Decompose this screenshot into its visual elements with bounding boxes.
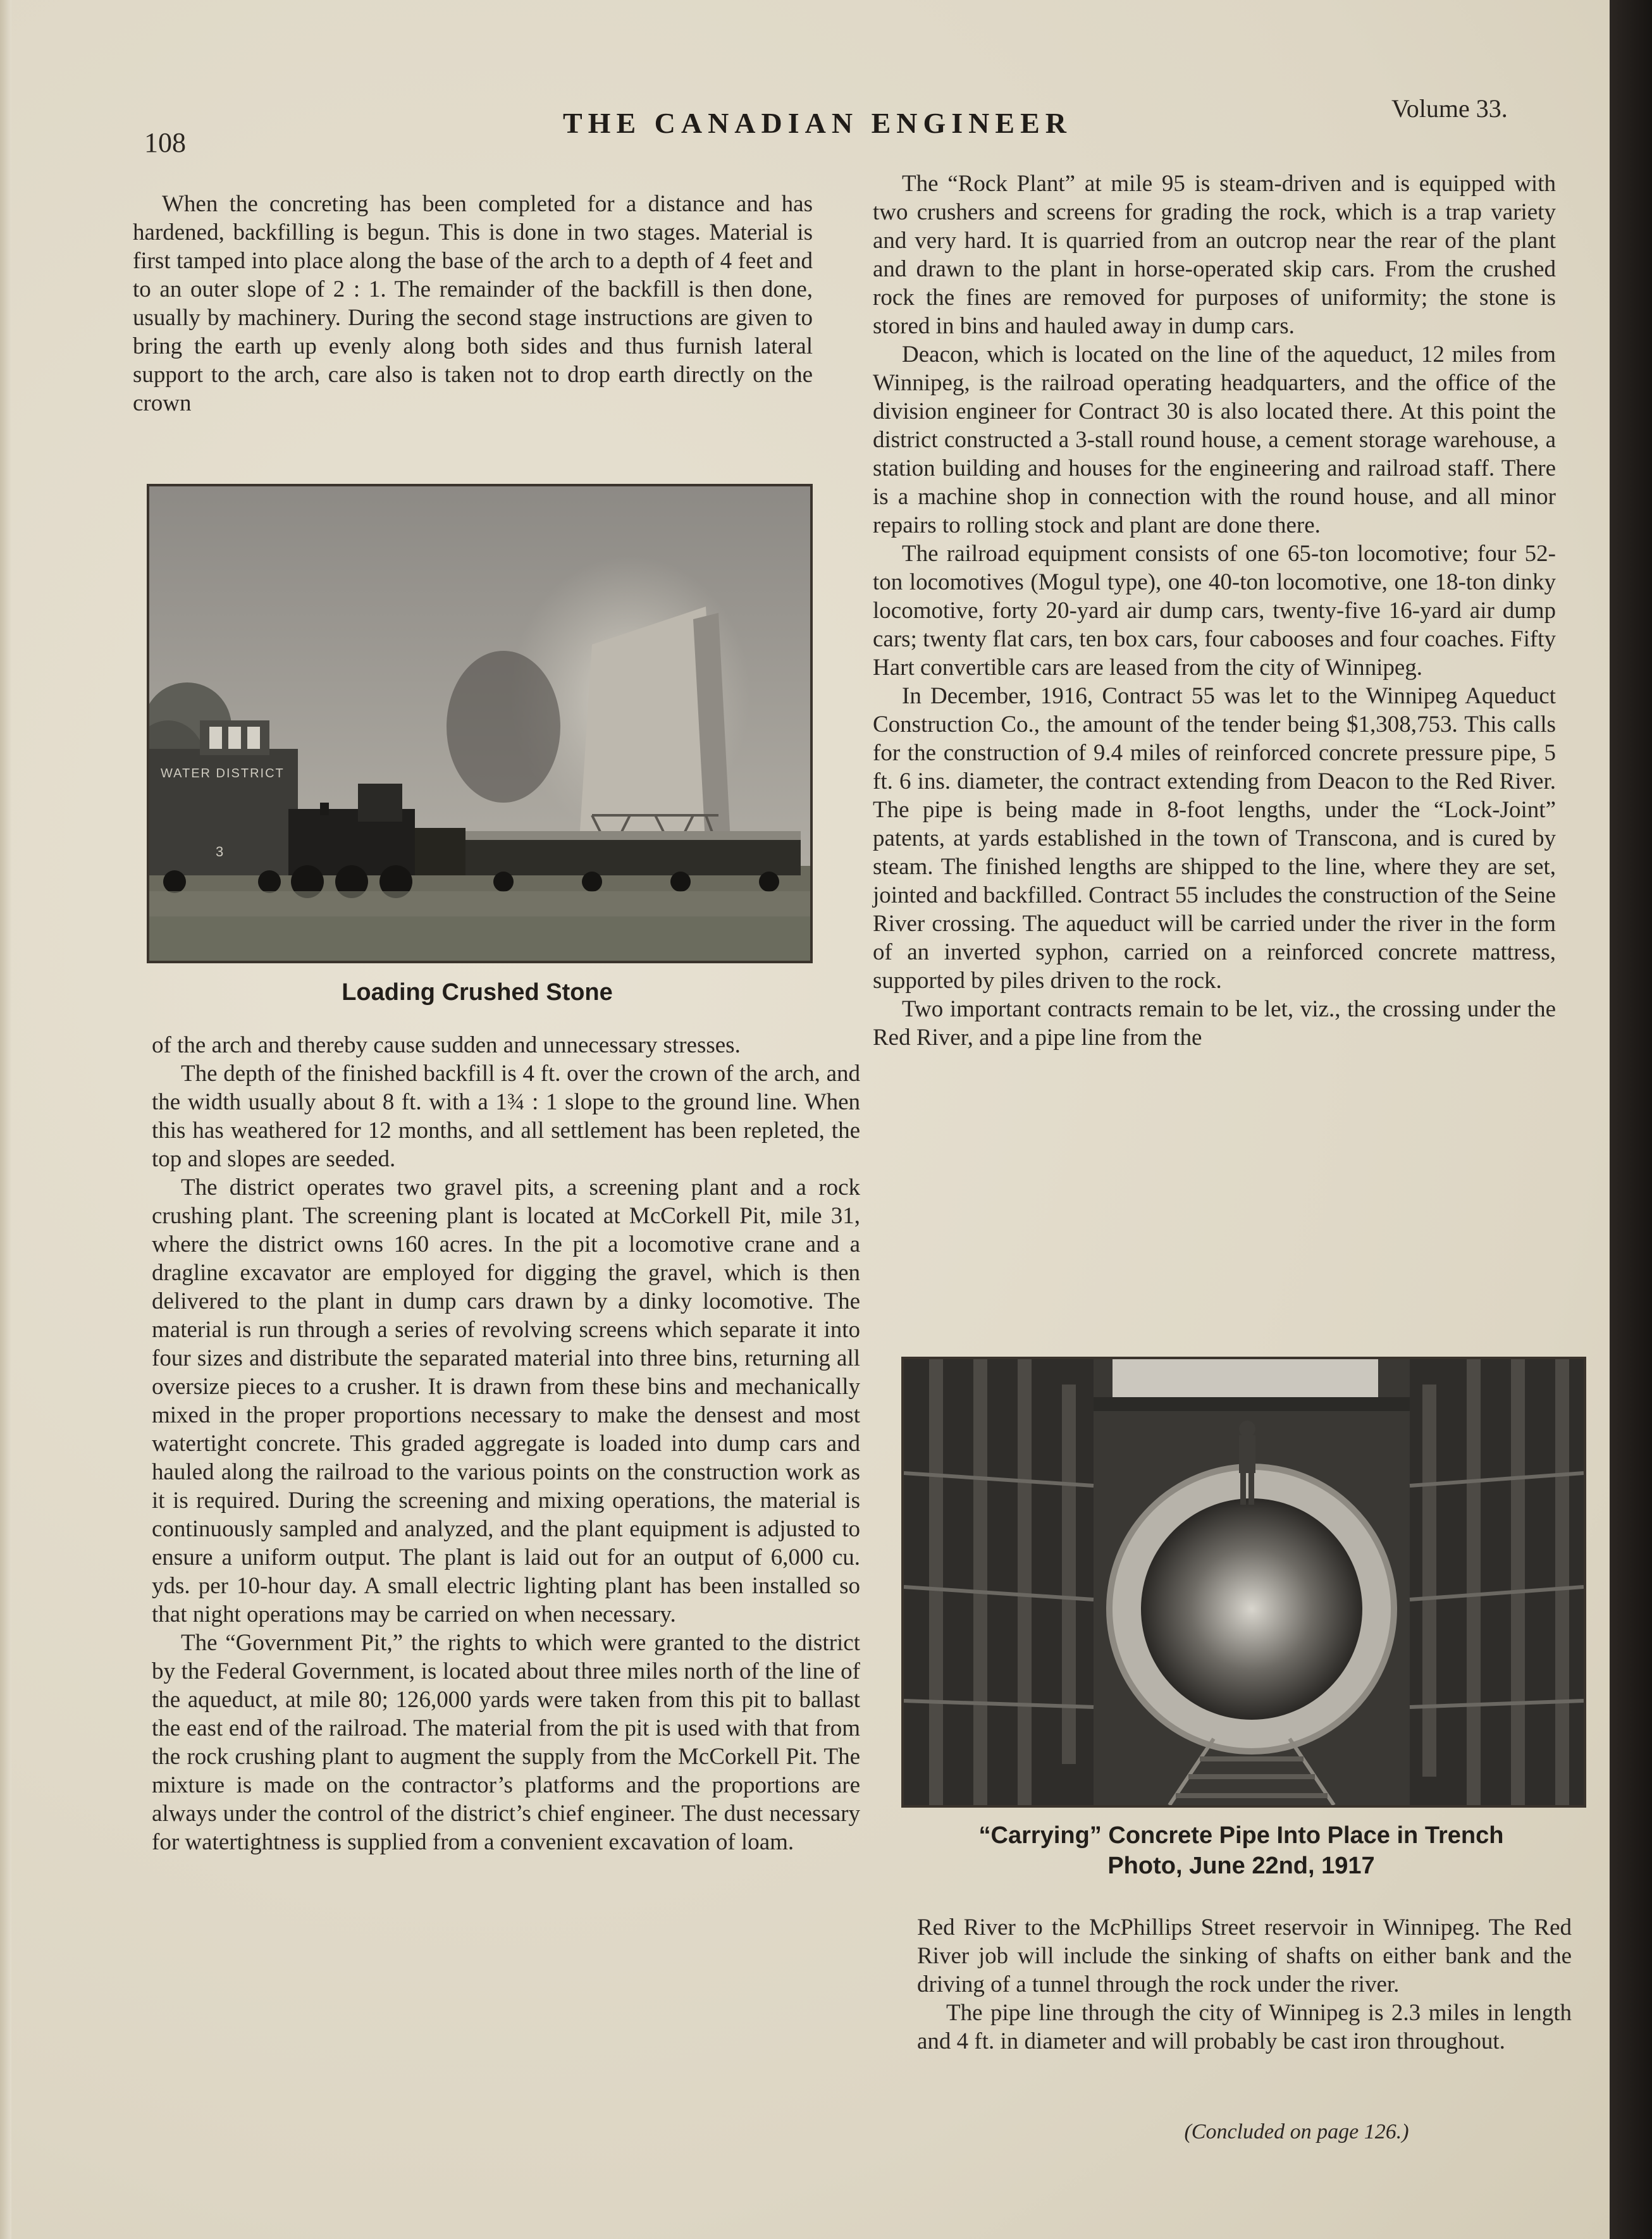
photo-concrete-pipe-trench: [901, 1357, 1586, 1808]
page-number: 108: [144, 127, 186, 158]
volume-label: Volume 33.: [1391, 94, 1508, 123]
paragraph: of the arch and thereby cause sudden and unnecessary stresses.: [152, 1032, 741, 1058]
caboose-lettering: WATER DISTRICT: [161, 767, 285, 780]
right-column-top: [873, 170, 1556, 1052]
figure-caption-date: Photo, June 22nd, 1917: [1107, 1853, 1375, 1879]
book-binding: [1610, 0, 1652, 2239]
left-column-bottom: [152, 1031, 860, 1856]
paragraph: Two important contracts remain to be let, viz., the crossing under the Red River, and a pipe line from the: [873, 996, 1556, 1051]
right-column-bottom: [917, 1913, 1572, 2056]
figure-caption: [901, 1820, 1581, 1881]
paragraph: The depth of the finished backfill is 4 ft. over the crown of the arch, and the width usually about 8 ft. with a 1¾ : 1 slope to the ground line. When this has weathered for 12 months, and all settlement has been repleted, the top and slopes are seeded.: [152, 1061, 860, 1172]
crushed-stone-photo-illustration: [149, 486, 810, 961]
photo-loading-crushed-stone: [147, 484, 813, 963]
figure-caption-line: “Carrying” Concrete Pipe Into Place in Trench: [978, 1822, 1504, 1849]
paragraph: Deacon, which is located on the line of the aqueduct, 12 miles from Winnipeg, is the railroad operating headquarters, and the office of the division engineer for Contract 30 is also located there. At this point the district constructed a 3-stall round house, a cement storage warehouse, a station building and houses for the engineering and railroad staff. There is a machine shop in connection with the round house, and all minor repairs to rolling stock and plant are done there.: [873, 342, 1556, 538]
pipe-trench-photo-illustration: [904, 1359, 1584, 1805]
paragraph: The district operates two gravel pits, a screening plant and a rock crushing plant. The screening plant is located at McCorkell Pit, mile 31, where the district owns 160 acres. In the pit a locomotive crane and a dragline excavator are employed for digging the gravel, which is then delivered to the plant in dump cars drawn by a dinky locomotive. The material is run through a series of revolving screens which separate it into four sizes and distribute the separated material into three bins, returning all oversize pieces to a crusher. It is drawn from these bins and mechanically mixed in the proper proportions necessary to make the densest and most watertight concrete. This graded aggregate is loaded into dump cars and hauled along the railroad to the various points on the construction work as it is required. During the screening and mixing operations, the material is continuously sampled and analyzed, and the plant equipment is adjusted to ensure a uniform output. The plant is laid out for an output of 6,000 cu. yds. per 10-hour day. A small electric lighting plant has been installed so that night operations may be carried on when necessary.: [152, 1175, 860, 1627]
publication-title: THE CANADIAN ENGINEER: [563, 107, 1072, 139]
caboose-number: 3: [216, 844, 224, 860]
paragraph: In December, 1916, Contract 55 was let to the Winnipeg Aqueduct Construction Co., the amount of the tender being $1,308,753. This calls for the construction of 9.4 miles of reinforced concrete pressure pipe, 5 ft. 6 ins. diameter, the contract extending from Deacon to the Red River. The pipe is being made in 8-foot lengths, under the “Lock-Joint” patents, at yards established in the town of Transcona, and is cured by steam. The finished lengths are shipped to the line, where they are set, jointed and backfilled. Contract 55 includes the construction of the Seine River crossing. The aqueduct will be carried under the river in the form of an inverted syphon, carried on a reinforced concrete mattress, supported by piles driven to the rock.: [873, 683, 1556, 994]
continued-note: (Concluded on page 126.): [1184, 2120, 1409, 2143]
left-column-top: [133, 190, 813, 417]
paragraph: The “Government Pit,” the rights to which were granted to the district by the Federal Government, is located about three miles north of the line of the aqueduct, at mile 80; 126,000 yards were taken from this pit to ballast the east end of the railroad. The material from the pit is used with that from the rock crushing plant to augment the supply from the McCorkell Pit. The mixture is made on the contractor’s platforms and the proportions are always under the control of the district’s chief engineer. The dust necessary for watertightness is supplied from a convenient excavation of loam.: [152, 1630, 860, 1855]
paragraph: The “Rock Plant” at mile 95 is steam-driven and is equipped with two crushers and screens for grading the rock, which is a trap variety and very hard. It is quarried from an outcrop near the rear of the plant and drawn to the plant in horse-operated skip cars. From the crushed rock the fines are removed for purposes of uniformity; the stone is stored in bins and hauled away in dump cars.: [873, 171, 1556, 339]
paragraph: Red River to the McPhillips Street reservoir in Winnipeg. The Red River job will include the sinking of shafts on either bank and the driving of a tunnel through the rock under the river.: [917, 1915, 1572, 1997]
figure-caption: Loading Crushed Stone: [342, 979, 613, 1006]
paragraph: The pipe line through the city of Winnipeg is 2.3 miles in length and 4 ft. in diameter and will probably be cast iron throughout.: [917, 2000, 1572, 2054]
page-edge: [0, 0, 11, 2239]
paragraph: The railroad equipment consists of one 65-ton locomotive; four 52-ton locomotives (Mogul type), one 40-ton locomotive, one 18-ton dinky locomotive, forty 20-yard air dump cars, twenty-five 16-yard air dump cars; twenty flat cars, ten box cars, four cabooses and four coaches. Fifty Hart convertible cars are leased from the city of Winnipeg.: [873, 541, 1556, 681]
paragraph: When the concreting has been completed for a distance and has hardened, backfilling is begun. This is done in two stages. Material is first tamped into place along the base of the arch to a depth of 4 feet and to an outer slope of 2 : 1. The remainder of the backfill is then done, usually by machinery. During the second stage instructions are given to bring the earth up evenly along both sides and thus furnish lateral support to the arch, care also is taken not to drop earth directly on the crown: [133, 191, 813, 416]
